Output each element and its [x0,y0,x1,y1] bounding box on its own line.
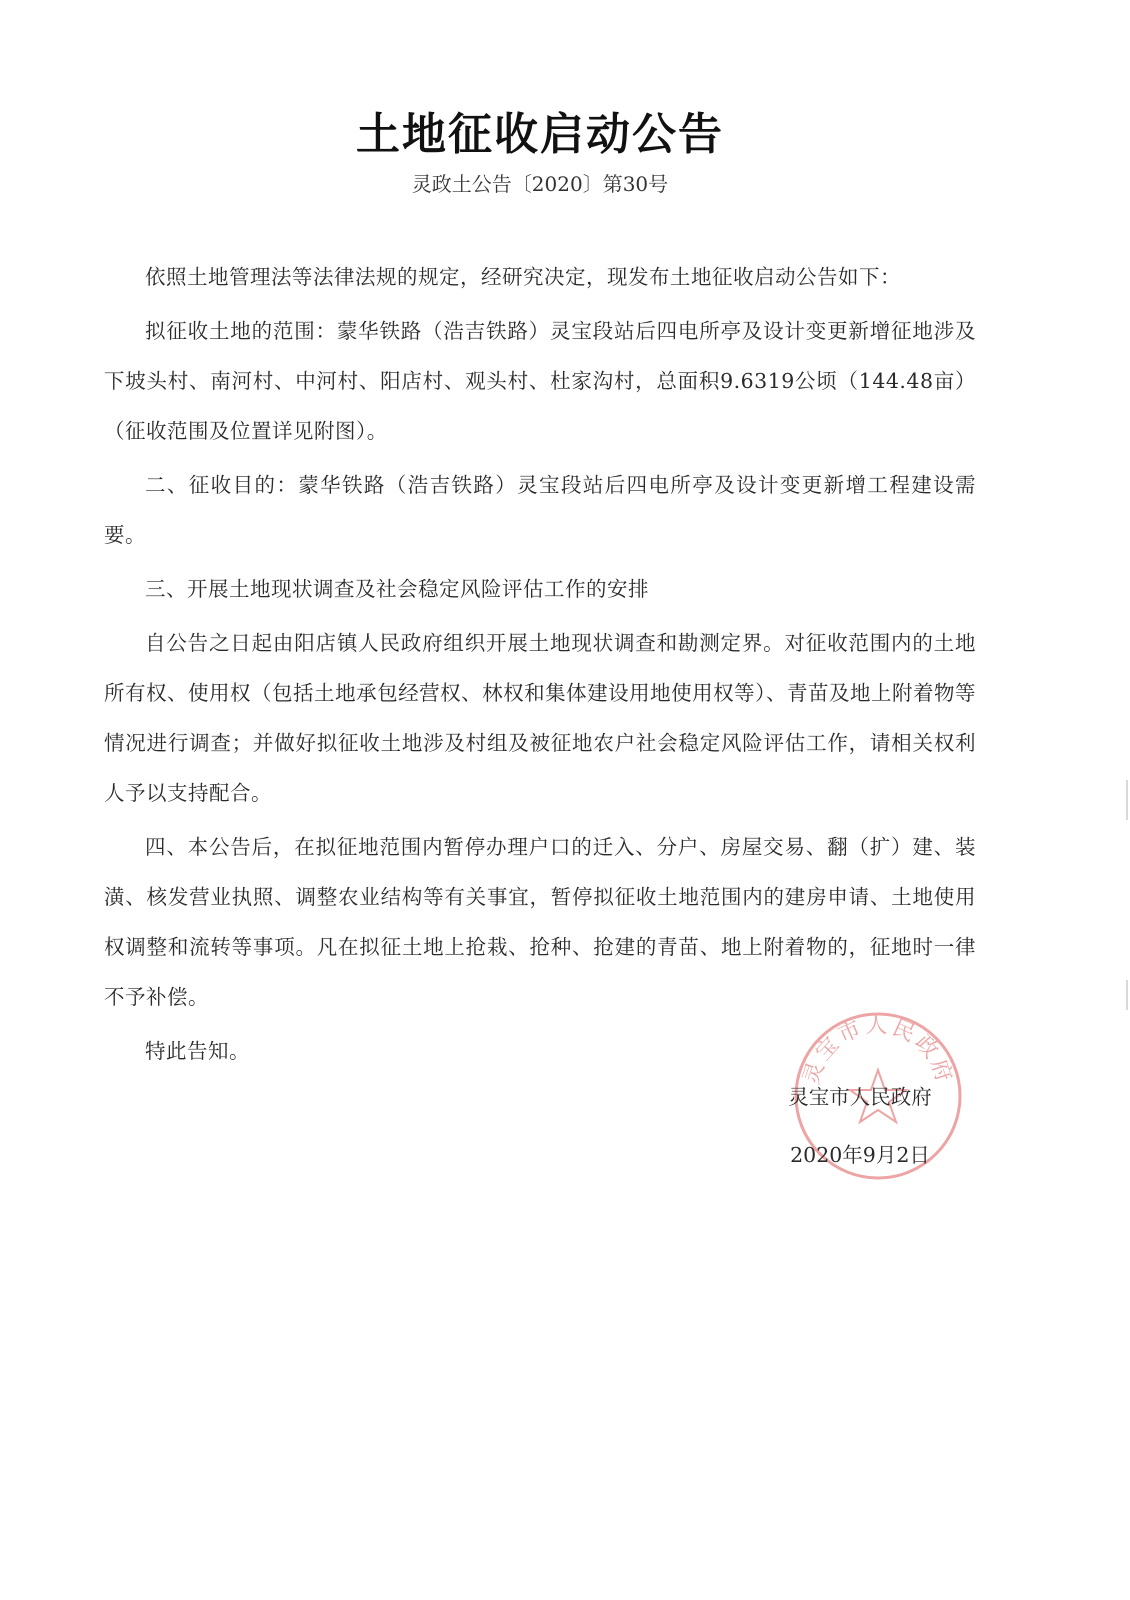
document-body [104,252,976,1080]
paragraph-suspension: 四、本公告后，在拟征地范围内暂停办理户口的迁入、分户、房屋交易、翻（扩）建、装潢、核发营业执照、调整农业结构等有关事宜，暂停拟征收土地范围内的建房申请、土地使用权调整和流转等事项。凡在拟征土地上抢栽、抢种、抢建的青苗、地上附着物的，征地时一律不予补偿。 [104,835,976,1009]
scan-edge-mark [1126,780,1128,820]
signature-organization: 灵宝市人民政府 [788,1085,932,1109]
document-title: 土地征收启动公告 [356,109,724,160]
paragraph-purpose: 二、征收目的：蒙华铁路（浩吉铁路）灵宝段站后四电所亭及设计变更新增工程建设需要。 [104,473,976,547]
paragraph-intro: 依照土地管理法等法律法规的规定，经研究决定，现发布土地征收启动公告如下： [145,265,901,289]
document-number: 灵政土公告〔2020〕第30号 [411,172,669,196]
scan-edge-mark [1126,980,1128,1010]
paragraph-closing: 特此告知。 [145,1039,250,1063]
paragraph-survey: 自公告之日起由阳店镇人民政府组织开展土地现状调查和勘测定界。对征收范围内的土地所有权、使用权（包括土地承包经营权、林权和集体建设用地使用权等）、青苗及地上附着物等情况进行调查；并做好拟征收土地涉及村组及被征地农户社会稳定风险评估工作，请相关权利人予以支持配合。 [104,631,976,805]
svg-text:灵宝市人民政府: 灵宝市人民政府 [799,1013,957,1088]
paragraph-scope: 拟征收土地的范围：蒙华铁路（浩吉铁路）灵宝段站后四电所亭及设计变更新增征地涉及下坡头村、南河村、中河村、阳店村、观头村、杜家沟村，总面积9.6319公顷（144.48亩）（征收范围及位置详见附图）。 [104,319,976,443]
signature-date: 2020年9月2日 [790,1143,930,1167]
paragraph-arrangement-heading: 三、开展土地现状调查及社会稳定风险评估工作的安排 [145,577,649,601]
